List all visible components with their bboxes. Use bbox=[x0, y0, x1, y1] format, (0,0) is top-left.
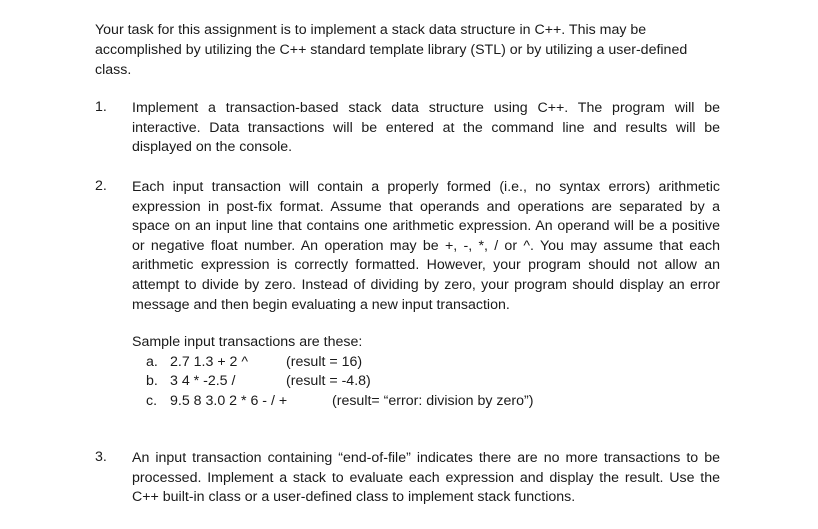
item-number: 1. bbox=[95, 99, 107, 115]
sample-row bbox=[132, 372, 720, 392]
sample-result: (result = -4.8) bbox=[286, 373, 371, 390]
item-text: Implement a transaction-based stack data structure using C++. The program will be interactive. Data transactions will be entered at the command line and results will be displayed on the console. bbox=[132, 100, 720, 156]
sample-row bbox=[132, 353, 720, 373]
sample-letter: b. bbox=[146, 373, 158, 390]
sample-expression: 3 4 * -2.5 / bbox=[170, 373, 236, 390]
sample-result: (result= “error: division by zero”) bbox=[332, 392, 534, 409]
item-number: 3. bbox=[95, 449, 107, 465]
item-text: An input transaction containing “end-of-file” indicates there are no more transactions to be processed. Implement a stack to evaluate each expression and display the result. Use the C++ built-in class or a user-defined class to implement stack functions. bbox=[132, 450, 720, 506]
sample-row bbox=[132, 392, 720, 412]
sample-letter: a. bbox=[146, 353, 158, 370]
sample-expression: 9.5 8 3.0 2 * 6 - / + bbox=[170, 392, 288, 409]
sample-expression: 2.7 1.3 + 2 ^ bbox=[170, 353, 249, 370]
item-number: 2. bbox=[95, 178, 107, 194]
item-text: Each input transaction will contain a properly formed (i.e., no syntax errors) arithmetic expression in post-fix format. Assume that operands and operations are separated by a space on an input line that contains one arithmetic expression. An operand will be a positive or negative float number. An operation may be +, -, *, / or ^. You may assume that each arithmetic expression is correctly formatted. However, your program should not allow an attempt to divide by zero. Instead of dividing by zero, your program should display an error message and then begin evaluating a new input transaction. bbox=[132, 179, 720, 313]
sample-letter: c. bbox=[146, 392, 158, 409]
sample-result: (result = 16) bbox=[286, 353, 363, 370]
intro-paragraph: Your task for this assignment is to implement a stack data structure in C++. This may be accomplished by utilizing the C++ standard template library (STL) or by utilizing a user-defined class. bbox=[95, 22, 688, 78]
samples-heading: Sample input transactions are these: bbox=[132, 334, 363, 350]
sample-transactions bbox=[132, 333, 720, 411]
